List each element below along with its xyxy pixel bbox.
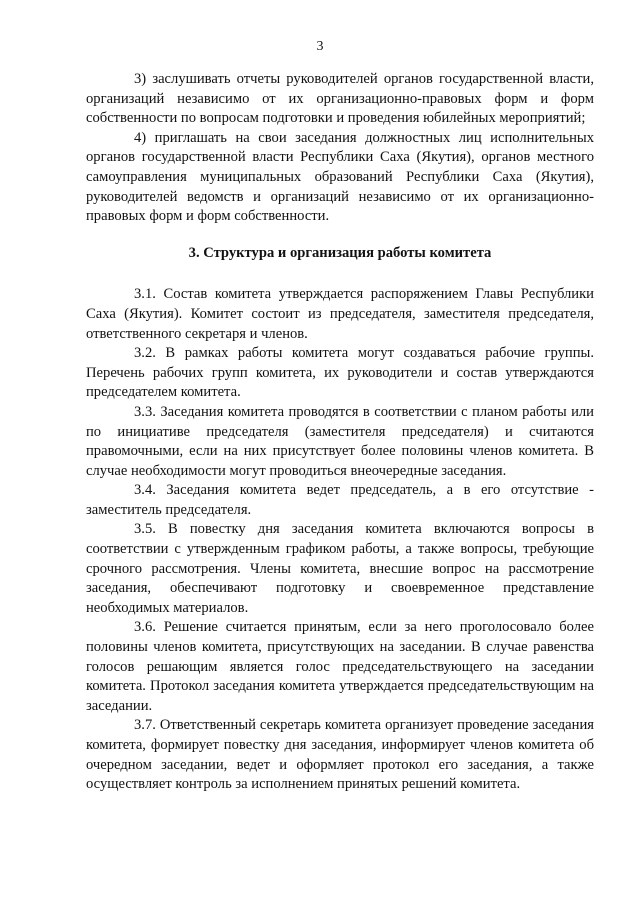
section-heading: 3. Структура и организация работы комитета <box>188 244 492 261</box>
paragraph-3-2: 3.2. В рамках работы комитета могут создаваться рабочие группы. Перечень рабочих групп комитета, их руководители и состав утверждаются председателем комитета. <box>86 345 594 401</box>
paragraph-3-1: 3.1. Состав комитета утверждается распоряжением Главы Республики Саха (Якутия). Комитет состоит из председателя, заместителя председателя, ответственного секретаря и членов. <box>86 286 594 342</box>
paragraph-3-7: 3.7. Ответственный секретарь комитета организует проведение заседания комитета, формирует повестку дня заседания, информирует членов комитета об очередном заседании, ведет и оформляет протокол его заседания, а также осуществляет контроль за исполнением принятых решений комитета. <box>86 717 594 793</box>
paragraph-item-4: 4) приглашать на свои заседания должностных лиц исполнительных органов государственной власти Республики Саха (Якутия), органов местного самоуправления муниципальных образований Республики Саха (Якутия), руководителей ведомств и организаций независимо от их организационно-правовых форм и форм собственности. <box>86 129 594 225</box>
paragraph-3-4: 3.4. Заседания комитета ведет председатель, а в его отсутствие - заместитель председателя. <box>86 482 594 518</box>
paragraph-3-5: 3.5. В повестку дня заседания комитета включаются вопросы в соответствии с утвержденным графиком работы, а также вопросы, требующие срочного рассмотрения. Члены комитета, внесшие вопрос на рассмотрение заседания, обеспечивают подготовку и своевременное представление необходимых материалов. <box>86 521 594 616</box>
page-number: 3 <box>316 39 324 54</box>
paragraph-item-3: 3) заслушивать отчеты руководителей органов государственной власти, организаций независимо от их организационно-правовых форм и форм собственности по вопросам подготовки и проведения юбилейных мероприятий; <box>86 71 594 127</box>
paragraph-3-6: 3.6. Решение считается принятым, если за него проголосовало более половины членов комитета, присутствующих на заседании. В случае равенства голосов решающим является голос председательствующего на заседании комитета. Протокол заседания комитета утверждается председательствующим на заседании. <box>86 619 594 714</box>
paragraph-3-3: 3.3. Заседания комитета проводятся в соответствии с планом работы или по инициативе председателя (заместителя председателя) и считаются правомочными, если на них присутствует более половины членов комитета. В случае необходимости могут проводиться внеочередные заседания. <box>86 403 594 479</box>
document-body <box>86 70 594 795</box>
